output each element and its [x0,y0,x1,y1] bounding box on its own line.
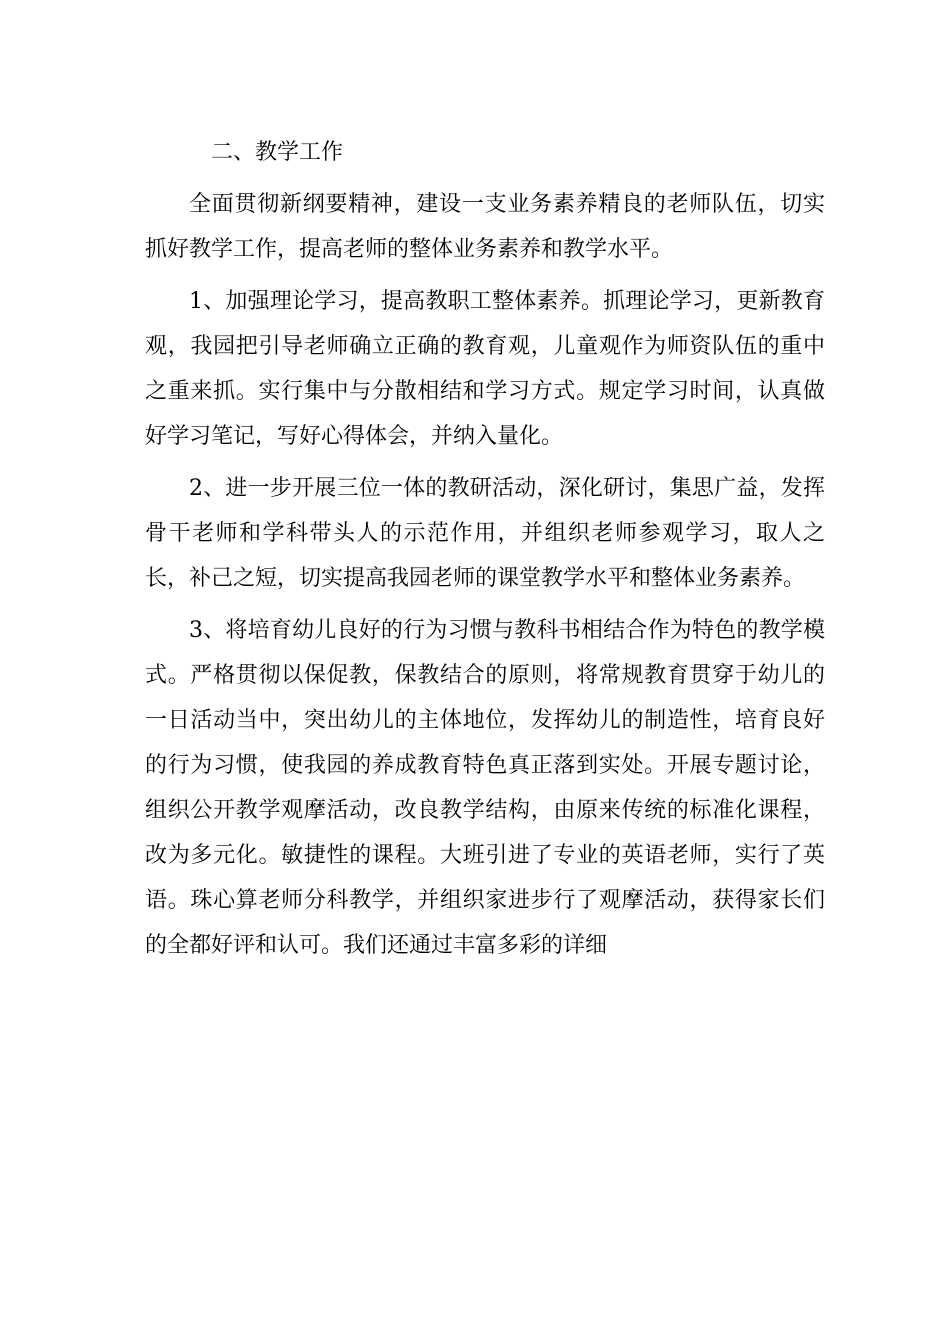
paragraph-teaching-research: 2、进一步开展三位一体的教研活动，深化研讨，集思广益，发挥骨干老师和学科带头人的示范作用，并组织老师参观学习，取人之长，补己之短，切实提高我园老师的课堂教学水平和整体业务素养。 [145,476,825,591]
section-heading: 二、教学工作 [211,140,344,165]
paragraph-behavior-habits: 3、将培育幼儿良好的行为习惯与教科书相结合作为特色的教学模式。严格贯彻以保促教，保教结合的原则，将常规教育贯穿于幼儿的一日活动当中，突出幼儿的主体地位，发挥幼儿的制造性，培育良好的行为习惯，使我园的养成教育特色真正落到实处。开展专题讨论，组织公开教学观摩活动，改良教学结构，由原来传统的标准化课程，改为多元化。敏捷性的课程。大班引进了专业的英语老师，实行了英语。珠心算老师分科教学，并组织家进步行了观摩活动，获得家长们的全都好评和认可。我们还通过丰富多彩的详细 [145,618,825,958]
paragraph-theory-study: 1、加强理论学习，提高教职工整体素养。抓理论学习，更新教育观，我园把引导老师确立正确的教育观，儿童观作为师资队伍的重中之重来抓。实行集中与分散相结和学习方式。规定学习时间，认真做好学习笔记，写好心得体会，并纳入量化。 [145,289,825,449]
paragraph-intro: 全面贯彻新纲要精神，建设一支业务素养精良的老师队伍，切实抓好教学工作，提高老师的整体业务素养和教学水平。 [145,192,825,262]
document-body [145,130,825,968]
